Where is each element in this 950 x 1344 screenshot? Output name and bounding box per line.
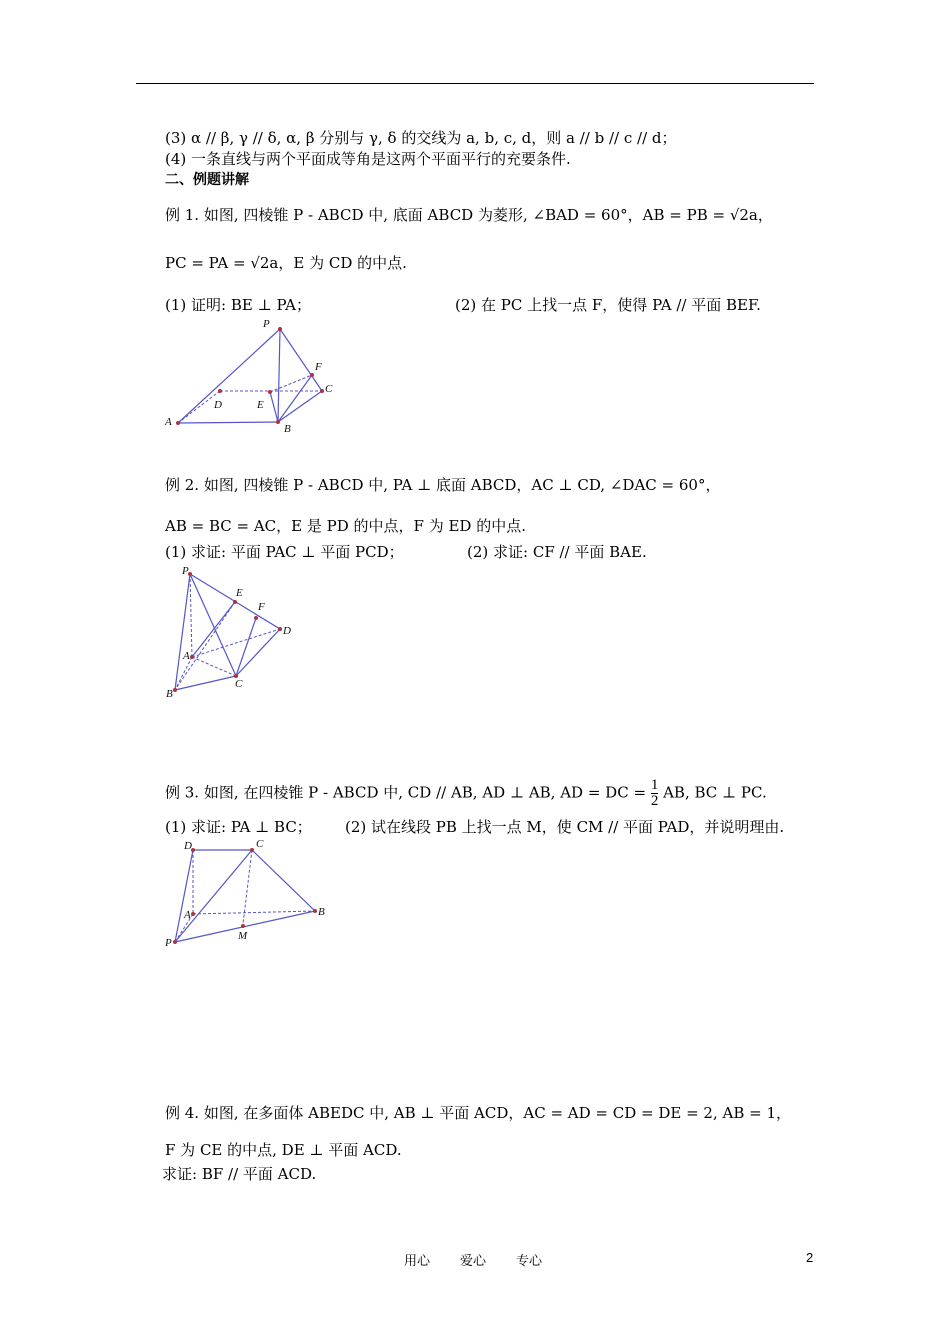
label-E: E xyxy=(236,587,243,599)
fraction-half xyxy=(651,778,659,809)
ex2-line1: 例 2. 如图, 四棱锥 P - ABCD 中, PA ⊥ 底面 ABCD，AC ⊥ CD, ∠DAC = 60°， xyxy=(165,476,721,494)
section-heading: 二、例题讲解 xyxy=(165,172,249,188)
label-P: P xyxy=(182,565,189,577)
ex3-line1-tail: AB, BC ⊥ PC. xyxy=(663,783,767,802)
label-P: P xyxy=(263,318,270,330)
ex4-line3: 求证: BF // 平面 ACD. xyxy=(162,1165,317,1183)
ex2-line2: AB = BC = AC，E 是 PD 的中点，F 为 ED 的中点. xyxy=(165,517,526,535)
label-D: D xyxy=(214,399,222,411)
label-F: F xyxy=(258,601,265,613)
ex3-question1: (1) 求证: PA ⊥ BC； xyxy=(165,818,312,836)
ex1-question1: (1) 证明: BE ⊥ PA； xyxy=(165,296,312,314)
fraction-denominator: 2 xyxy=(650,793,659,809)
ex2-figure xyxy=(160,562,300,702)
label-P: P xyxy=(165,937,172,949)
item-4: (4) 一条直线与两个平面成等角是这两个平面平行的充要条件. xyxy=(165,150,571,168)
header-rule xyxy=(136,83,814,84)
label-A: A xyxy=(183,650,190,662)
label-M: M xyxy=(238,930,248,942)
label-B: B xyxy=(166,688,173,700)
ex2-question1: (1) 求证: 平面 PAC ⊥ 平面 PCD； xyxy=(165,543,404,561)
ex4-line2: F 为 CE 的中点, DE ⊥ 平面 ACD. xyxy=(165,1141,402,1159)
item-3: (3) α // β, γ // δ, α, β 分别与 γ, δ 的交线为 a, b, c, d，则 a // b // c // d； xyxy=(165,129,677,147)
ex2-question2: (2) 求证: CF // 平面 BAE. xyxy=(467,543,647,561)
label-C: C xyxy=(235,678,243,690)
ex1-figure xyxy=(160,315,350,437)
label-D: D xyxy=(283,625,291,637)
label-C: C xyxy=(325,383,333,395)
ex4-line1: 例 4. 如图, 在多面体 ABEDC 中, AB ⊥ 平面 ACD，AC = AD = CD = DE = 2, AB = 1， xyxy=(165,1104,792,1122)
ex1-line2: PC = PA = √2a，E 为 CD 的中点. xyxy=(165,254,407,272)
label-B: B xyxy=(318,906,325,918)
footer-text-3: 专心 xyxy=(516,1254,543,1269)
fraction-numerator: 1 xyxy=(650,777,659,793)
ex1-question2: (2) 在 PC 上找一点 F，使得 PA // 平面 BEF. xyxy=(455,296,761,314)
ex3-line1-text: 例 3. 如图, 在四棱锥 P - ABCD 中, CD // AB, AD ⊥ AB, AD = DC = xyxy=(165,783,647,802)
label-A: A xyxy=(184,909,191,921)
footer-text-1: 用心 xyxy=(404,1254,431,1269)
label-A: A xyxy=(165,416,172,428)
label-D: D xyxy=(184,840,192,852)
ex1-line1: 例 1. 如图, 四棱锥 P - ABCD 中, 底面 ABCD 为菱形, ∠BAD = 60°，AB = PB = √2a， xyxy=(165,206,773,224)
label-C: C xyxy=(256,838,264,850)
page-number: 2 xyxy=(806,1250,814,1265)
ex3-question2: (2) 试在线段 PB 上找一点 M，使 CM // 平面 PAD，并说明理由. xyxy=(345,818,785,836)
label-E: E xyxy=(257,399,264,411)
label-F: F xyxy=(315,361,322,373)
label-B: B xyxy=(284,423,291,435)
footer-text-2: 爱心 xyxy=(460,1254,487,1269)
ex3-line1 xyxy=(165,778,767,809)
ex3-figure xyxy=(160,838,330,953)
